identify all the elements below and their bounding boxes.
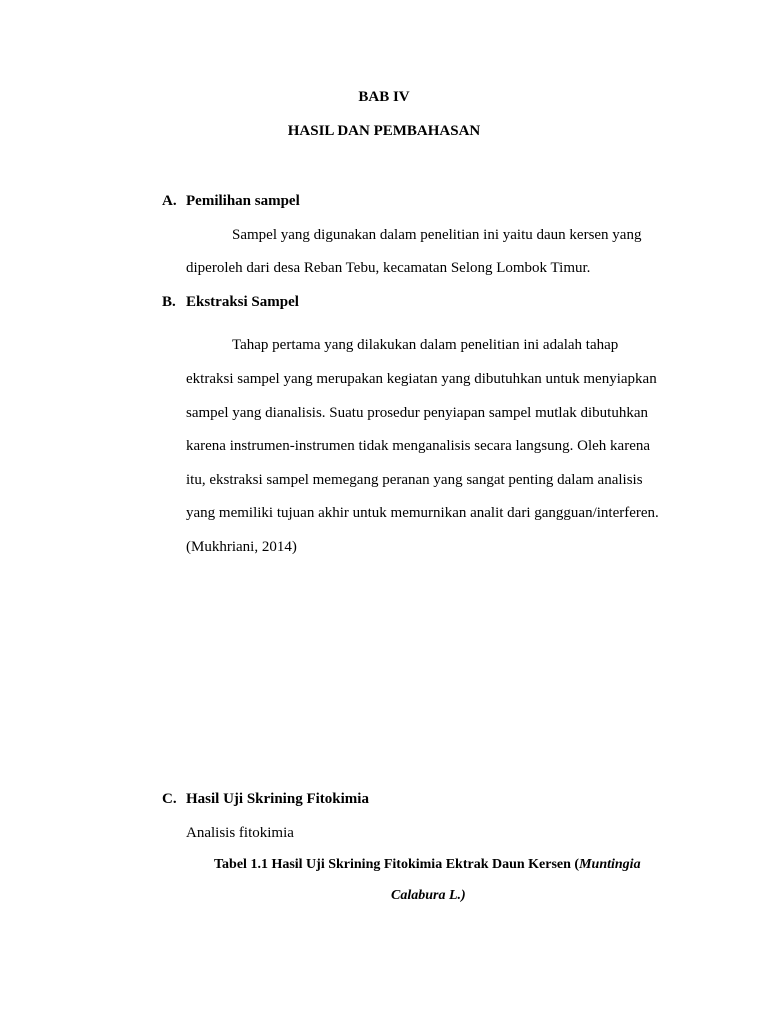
paragraph-line: Tahap pertama yang dilakukan dalam penelitian ini adalah tahap	[232, 337, 619, 353]
chapter-number: BAB IV	[358, 89, 410, 105]
table-caption-prefix: Tabel 1.1 Hasil Uji Skrining Fitokimia Ektrak Daun Kersen (	[214, 857, 580, 872]
section-c-heading: Hasil Uji Skrining Fitokimia	[186, 791, 369, 807]
paragraph-line: Sampel yang digunakan dalam penelitian ini yaitu daun kersen yang	[232, 227, 642, 243]
paragraph-line: karena instrumen-instrumen tidak menganalisis secara langsung. Oleh karena	[186, 438, 651, 454]
table-caption-continuation: Calabura L.)	[391, 888, 466, 903]
paragraph-line: ektraksi sampel yang merupakan kegiatan yang dibutuhkan untuk menyiapkan	[186, 371, 657, 387]
chapter-title: HASIL DAN PEMBAHASAN	[287, 123, 481, 139]
table-caption-species: Muntingia	[579, 857, 641, 872]
section-a-letter: A.	[162, 193, 177, 209]
section-a-heading: Pemilihan sampel	[186, 193, 300, 209]
table-caption	[214, 858, 641, 872]
paragraph-line: itu, ekstraksi sampel memegang peranan yang sangat penting dalam analisis	[186, 472, 643, 488]
citation-line: (Mukhriani, 2014)	[186, 539, 297, 555]
paragraph-line: Analisis fitokimia	[186, 825, 294, 841]
section-b-letter: B.	[162, 294, 176, 310]
section-c-letter: C.	[162, 791, 177, 807]
paragraph-line: sampel yang dianalisis. Suatu prosedur penyiapan sampel mutlak dibutuhkan	[186, 405, 648, 421]
paragraph-line: diperoleh dari desa Reban Tebu, kecamatan Selong Lombok Timur.	[186, 260, 591, 276]
paragraph-line: yang memiliki tujuan akhir untuk memurnikan analit dari gangguan/interferen.	[186, 505, 659, 521]
section-b-heading: Ekstraksi Sampel	[186, 294, 299, 310]
